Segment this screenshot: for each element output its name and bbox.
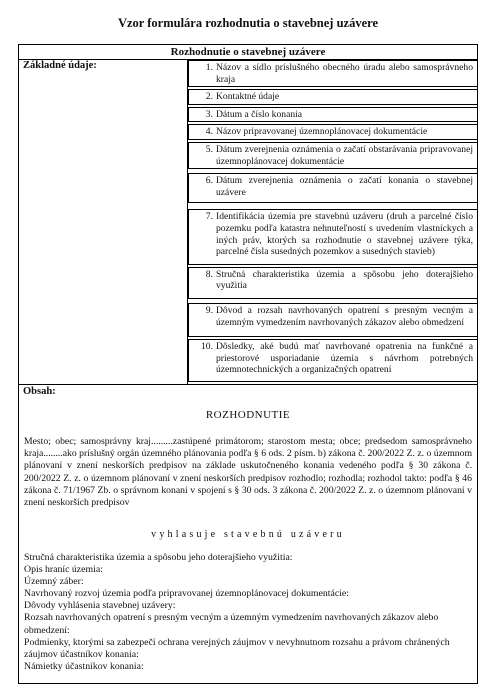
item-number: 7. [205,211,213,223]
detail-line: Dôvody vyhlásenia stavebnej uzávery: [24,600,176,612]
item-number: 9. [205,304,213,316]
detail-line: Navrhovaný rozvoj územia podľa pripravovanej územnoplánovacej dokumentácie: [24,588,349,600]
detail-line: Opis hraníc územia: [24,564,103,576]
basic-data-label: Základné údaje: [23,60,97,71]
item-text: Dôsledky, aké budú mať navrhované opatrenia na funkčné a priestorové usporiadanie územia s návrhom potrebných územnotechnických a organizačných opatrení [216,341,473,376]
item-text: Stručná charakteristika územia a spôsobu jeho doterajšieho využitia [216,268,473,292]
basic-data-list [188,60,477,384]
list-item [188,267,477,299]
item-number: 10. [201,341,213,353]
closure-details [24,552,472,673]
form-header: Rozhodnutie o stavebnej uzávere [19,45,477,60]
item-text: Dátum zverejnenia oznámenia o začatí obstarávania pripravovanej územnoplánovacej dokumentácie [216,143,473,167]
form-frame [18,44,478,684]
item-text: Identifikácia územia pre stavebnú uzáveru (druh a parcelné číslo pozemku podľa katastra nehnuteľností s uvedením vlastníckych a iných práv, ktorých sa rozhodnutie o stavebnej uzávere týka, parcelné čísla susedných pozemkov a susedných stavieb) [216,211,473,258]
item-number: 1. [205,62,213,73]
section-divider [19,384,477,385]
item-text: Názov pripravovanej územnoplánovacej dokumentácie [216,126,428,138]
detail-line: Námietky účastníkov konania: [24,660,144,672]
item-text: Dôvod a rozsah navrhovaných opatrení s presným vecným a územným vymedzením navrhovaných zákazov alebo obmedzení [216,304,473,328]
content-label: Obsah: [23,386,56,397]
list-item [188,107,477,123]
item-number: 3. [205,108,213,120]
declares-heading: vyhlasuje stavebnú uzáveru [151,529,345,540]
item-text: Kontaktné údaje [216,91,280,103]
list-item [188,142,477,169]
detail-line: Územný záber: [24,576,84,588]
list-item [188,303,477,337]
item-number: 5. [205,143,213,155]
list-item [188,89,477,105]
list-item [188,60,477,87]
item-text: Dátum a číslo konania [216,108,303,120]
item-number: 2. [205,91,213,103]
item-text: Dátum zverejnenia oznámenia o začatí konania o stavebnej uzávere [216,175,473,198]
detail-line: Podmienky, ktorými sa zabezpečí ochrana verejných záujmov v nevyhnutnom rozsahu a právom chránených záujmov účastníkov konania: [24,636,450,660]
item-number: 4. [205,126,213,138]
detail-line: Stručná charakteristika územia a spôsobu jeho doterajšieho využitia: [24,552,293,563]
item-number: 8. [205,268,213,280]
decision-paragraph: Mesto; obec; samosprávny kraj.........zastúpené primátorom; starostom mesta; obce; predsedom samosprávneho kraja........ako príslušný orgán územného plánovania podľa § 6 ods. 2 písm. b) zákona č. 200/2022 Z. z. o územnom plánovaní v znení neskorších predpisov na základe uskutočneného konania vedeného podľa § 30 zákona č. 200/2022 Z. z. o územnom plánovaní v znení neskorších predpisov rozhodlo; rozhodla; rozhodol takto: podľa § 46 zákona č. 71/1967 Zb. o správnom konaní v spojení s § 30 ods. 3 zákona č. 200/2022 Z. z. o územnom plánovaní v znení neskorších predpisov [24,436,472,509]
list-item [188,124,477,140]
item-number: 6. [205,175,213,187]
list-item [188,209,477,264]
detail-line: Rozsah navrhovaných opatrení s presným vecným a územným vymedzením navrhovaných zákazov alebo obmedzení: [24,612,439,636]
list-item [188,173,477,203]
list-item [188,339,477,382]
document-title: Vzor formulára rozhodnutia o stavebnej uzávere [117,16,379,30]
item-text: Názov a sídlo príslušného obecného úradu alebo samosprávneho kraja [216,62,473,85]
decision-title: ROZHODNUTIE [205,409,291,421]
